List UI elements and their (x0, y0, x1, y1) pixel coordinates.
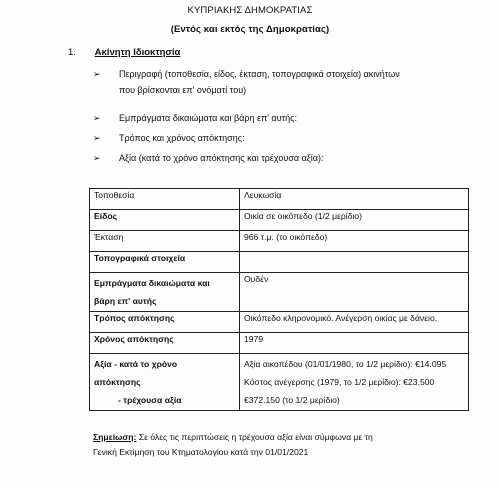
row-value-area: 966 τ.μ. (το οικόπεδο) (240, 231, 469, 252)
table-row (90, 312, 469, 333)
row-value-rights: Ουδέν (240, 273, 469, 312)
row-value-acquisition-method: Οικόπεδο κληρονομικό. Ανέγερση οικίας με δάνειο. (240, 312, 469, 333)
arrow-bullet-icon: ➢ (93, 113, 101, 123)
label-line: απόκτησης (94, 377, 141, 387)
table-row (90, 231, 469, 252)
bullet-item-description (93, 66, 400, 98)
property-table (89, 188, 469, 411)
row-label-value (90, 354, 240, 411)
label-line: βάρη επ' αυτής (94, 296, 157, 306)
row-value-type: Οικία σε οικόπεδο (1/2 μερίδιο) (240, 210, 469, 231)
value-line: Κόστος ανέγερσης (1979, το 1/2 μερίδιο): €23.500 (244, 377, 435, 387)
note-text: Σε όλες τις περιπτώσεις η τρέχουσα αξία είναι σύμφωνα με τη (136, 432, 373, 442)
note-line-2: Γενική Εκτίμηση του Κτηματολογίου κατά την 01/01/2021 (93, 447, 309, 457)
bullet-text: Εμπράγματα δικαιώματα και βάρη επ' αυτής: (119, 113, 297, 123)
table-row (90, 354, 469, 411)
note-lead: Σημείωση: (93, 432, 137, 442)
value-line: €372.150 (το 1/2 μερίδιο) (244, 395, 340, 405)
row-label-rights (90, 273, 240, 312)
note-paragraph (93, 428, 373, 446)
arrow-bullet-icon: ➢ (93, 153, 101, 163)
row-value-acquisition-time: 1979 (240, 333, 469, 354)
row-value-topographic (240, 252, 469, 273)
label-line: Αξία - κατά το χρόνο (94, 359, 178, 369)
arrow-bullet-icon: ➢ (93, 133, 101, 143)
table-row (90, 210, 469, 231)
row-label-acquisition-time: Χρόνος απόκτησης (90, 333, 240, 354)
document-title: ΚΥΠΡΙΑΚΗΣ ΔΗΜΟΚΡΑΤΙΑΣ (187, 5, 313, 16)
row-label-topographic: Τοπογραφικά στοιχεία (90, 252, 240, 273)
row-value-location: Λευκωσία (240, 189, 469, 210)
row-label-type: Είδος (90, 210, 240, 231)
table-row (90, 189, 469, 210)
bullet-text: Τρόπος και χρόνος απόκτησης: (119, 133, 245, 143)
row-label-area: Έκταση (90, 231, 240, 252)
row-value-value (240, 354, 469, 411)
section-number: 1. (68, 47, 76, 58)
arrow-bullet-icon: ➢ (93, 69, 101, 79)
bullet-item-rights (93, 110, 297, 126)
bullet-item-acquisition (93, 130, 245, 146)
table-row (90, 252, 469, 273)
section-title: Ακίνητη Ιδιοκτησία (94, 47, 181, 58)
table-row (90, 273, 469, 312)
row-label-location: Τοποθεσία (90, 189, 240, 210)
bullet-text-continued: που βρίσκονται επ' ονόματί του) (119, 85, 247, 95)
label-line: - τρέχουσα αξία (118, 395, 182, 405)
document-subtitle: (Εντός και εκτός της Δημοκρατίας) (170, 24, 330, 35)
table-row (90, 333, 469, 354)
label-line: Εμπράγματα δικαιώματα και (94, 278, 210, 288)
bullet-text: Αξία (κατά το χρόνο απόκτησης και τρέχουσα αξία): (119, 153, 324, 163)
bullet-text: Περιγραφή (τοποθεσία, είδος, έκταση, τοπογραφικά στοιχεία) ακινήτων (119, 69, 400, 79)
bullet-item-value (93, 150, 324, 166)
value-line: Αξία αικοπέδου (01/01/1980, το 1/2 μερίδιο): €14.095 (244, 359, 447, 369)
section-heading (68, 47, 180, 58)
row-label-acquisition-method: Τρόπος απόκτησης (90, 312, 240, 333)
